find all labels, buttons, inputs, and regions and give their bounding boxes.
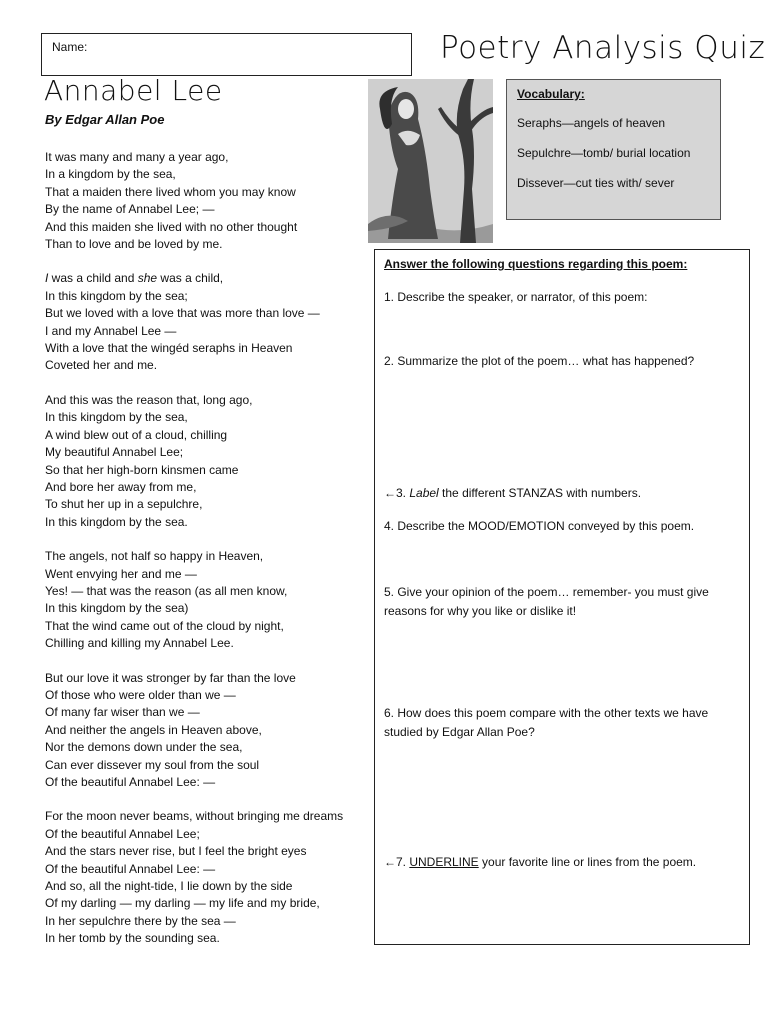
questions-heading: Answer the following questions regarding this poem: [384,257,688,271]
poem-line: Nor the demons down under the sea, [45,740,243,755]
poem-line: In this kingdom by the sea; [45,288,188,303]
poem-line: By the name of Annabel Lee; — [45,202,215,217]
question-1: 1. Describe the speaker, or narrator, of this poem: [384,290,648,304]
poem-line: Can ever dissever my soul from the soul [45,757,260,772]
poem-line: My beautiful Annabel Lee; [45,445,184,460]
question-4: 4. Describe the MOOD/EMOTION conveyed by this poem. [384,519,695,533]
poem-line: Yes! — that was the reason (as all men know, [45,583,288,598]
poem-line: So that her high-born kinsmen came [45,462,239,477]
poem-line: Went envying her and me — [45,566,197,581]
poem-text [45,149,375,965]
question-5: 5. Give your opinion of the poem… remember- you must give reasons for why you like or dislike it! [384,585,709,618]
question-7-rest: your favorite line or lines from the poem. [478,855,697,869]
poem-line: I and my Annabel Lee — [45,323,177,338]
questions-box [374,249,750,945]
poem-line: That the wind came out of the cloud by night, [45,618,284,633]
poem-line: Of the beautiful Annabel Lee; [45,826,200,841]
poem-line: A wind blew out of a cloud, chilling [45,427,228,442]
poem-line: In a kingdom by the sea, [45,167,176,182]
poem-line: To shut her up in a sepulchre, [45,497,203,512]
question-7 [384,853,740,872]
vocabulary-item: Sepulchre—tomb/ burial location [517,146,691,160]
poem-line: Chilling and killing my Annabel Lee. [45,636,234,651]
question-3-prefix: ←3. [384,486,410,500]
name-field[interactable] [41,33,412,76]
question-6: 6. How does this poem compare with the other texts we have studied by Edgar Allan Poe? [384,706,709,739]
stanza [45,808,375,947]
name-label: Name: [52,40,88,54]
poem-line: With a love that the wingéd seraphs in Heaven [45,341,293,356]
poem-line: And the stars never rise, but I feel the bright eyes [45,844,307,859]
poem-line: And so, all the night-tide, I lie down by the side [45,879,293,894]
poem-line: Of many far wiser than we — [45,705,200,720]
poem-line: In her sepulchre there by the sea — [45,913,236,928]
stanza [45,149,375,253]
poem-title: Annabel Lee [44,74,223,107]
poem-line: In this kingdom by the sea. [45,514,188,529]
poem-line: And this maiden she lived with no other thought [45,219,298,234]
poem-line: For the moon never beams, without bringing me dreams [45,809,344,824]
poem-line: It was many and many a year ago, [45,150,229,164]
question-3-rest: the different STANZAS with numbers. [438,486,642,500]
poem-line: But our love it was stronger by far than the love [45,670,296,685]
poem-line: That a maiden there lived whom you may know [45,184,296,199]
question-7-underline: UNDERLINE [409,855,479,869]
poem-line: I was a child and she was a child, [45,271,224,286]
question-2: 2. Summarize the plot of the poem… what has happened? [384,354,695,368]
poem-line: Of the beautiful Annabel Lee: — [45,775,216,789]
stanza [45,548,375,652]
poem-line: In her tomb by the sounding sea. [45,931,220,946]
quiz-title: Poetry Analysis Quiz [440,30,766,66]
vocabulary-item: Dissever—cut ties with/ sever [517,176,675,190]
stanza [45,670,375,792]
poem-line: In this kingdom by the sea) [45,601,189,616]
vocabulary-item: Seraphs—angels of heaven [517,116,666,130]
poem-line: And bore her away from me, [45,479,197,494]
poem-line: And this was the reason that, long ago, [45,392,253,407]
question-3 [384,484,740,503]
poem-line: Of my darling — my darling — my life and my bride, [45,896,320,911]
question-7-prefix: ←7. [384,855,410,869]
poem-author: By Edgar Allan Poe [45,112,165,127]
poem-line: Of the beautiful Annabel Lee: — [45,861,216,876]
poem-line: And neither the angels in Heaven above, [45,722,262,737]
poem-line: The angels, not half so happy in Heaven, [45,549,264,564]
vocabulary-box [506,79,721,220]
poem-line: But we loved with a love that was more than love — [45,306,320,321]
stanza [45,270,375,374]
question-3-label: Label [409,486,439,500]
poem-line: In this kingdom by the sea, [45,410,188,425]
poem-line: Coveted her and me. [45,358,158,373]
poem-line: Than to love and be loved by me. [45,237,223,252]
annabel-lee-illustration [368,79,493,243]
stanza [45,392,375,531]
vocabulary-heading: Vocabulary: [517,87,585,101]
poem-line: Of those who were older than we — [45,687,236,702]
